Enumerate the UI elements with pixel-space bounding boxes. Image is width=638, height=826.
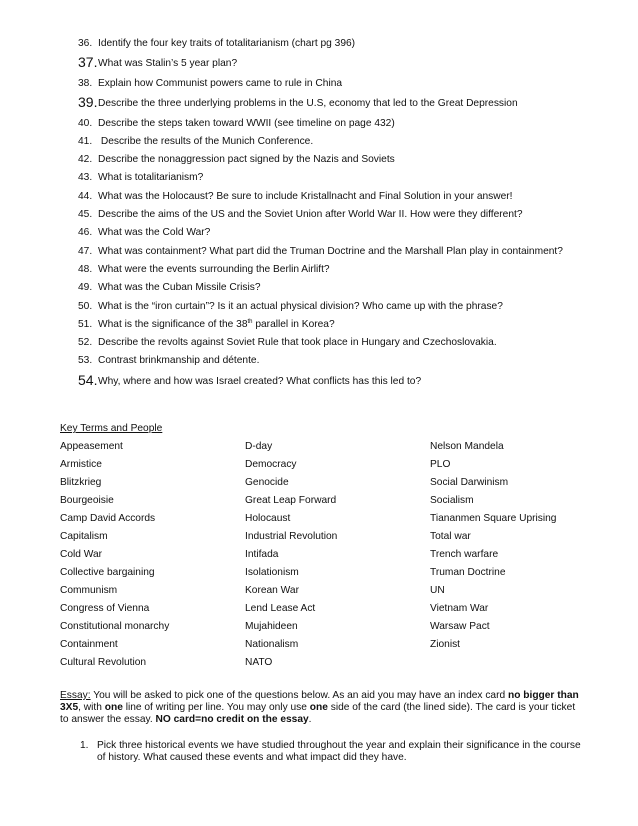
essay-bold-text: one	[309, 702, 328, 713]
key-term: Democracy	[245, 459, 297, 470]
question-text: Contrast brinkmanship and détente.	[98, 355, 260, 367]
key-term: Constitutional monarchy	[60, 621, 170, 632]
key-term: Vietnam War	[430, 603, 489, 614]
question-number: 42.	[78, 154, 93, 166]
question-item	[78, 246, 628, 258]
key-terms-column-1	[60, 441, 245, 675]
key-term: Lend Lease Act	[245, 603, 316, 614]
key-term: NATO	[245, 657, 273, 668]
question-number: 36.	[78, 38, 93, 49]
question-item	[78, 209, 628, 221]
key-term: Tiananmen Square Uprising	[430, 513, 557, 524]
key-term: Trench warfare	[430, 549, 499, 560]
key-term: Nelson Mandela	[430, 441, 504, 452]
key-term: Appeasement	[60, 441, 123, 452]
question-number: 51.	[78, 318, 93, 330]
question-number: 49.	[78, 282, 93, 294]
question-number: 39.	[78, 94, 98, 111]
essay-bold-text: no bigger than 3X5	[60, 690, 579, 713]
question-item	[78, 56, 628, 72]
key-term: Zionist	[430, 639, 461, 650]
key-term: Cold War	[60, 549, 103, 560]
question-text: Describe the revolts against Soviet Rule that took place in Hungary and Czechoslovakia.	[98, 337, 497, 349]
question-item	[78, 78, 628, 90]
question-number: 54.	[78, 371, 98, 388]
essay-bold-text: NO card=no credit on the essay	[155, 714, 309, 725]
superscript: th	[247, 318, 253, 325]
key-term: Social Darwinism	[430, 477, 509, 488]
key-term: Blitzkrieg	[60, 477, 102, 488]
key-term: Nationalism	[245, 639, 299, 650]
question-item	[78, 371, 628, 390]
question-text: What is the significance of the 38	[98, 318, 248, 330]
key-term: Total war	[430, 531, 471, 542]
essay-text: , with	[78, 702, 105, 713]
question-item	[78, 136, 628, 148]
key-term: UN	[430, 585, 445, 596]
question-text-continued: parallel in Korea?	[252, 318, 335, 330]
key-term: Intifada	[245, 549, 279, 560]
essay-question-text: Pick three historical events we have studied throughout the year and explain their significance in the course of history. What caused these events and what impact did they have.	[97, 740, 581, 763]
question-number: 47.	[78, 245, 93, 257]
question-item	[78, 38, 628, 50]
question-text: Why, where and how was Israel created? What conflicts has this led to?	[98, 375, 422, 387]
question-text: Describe the steps taken toward WWII (see timeline on page 432)	[98, 117, 395, 129]
question-number: 50.	[78, 300, 93, 312]
question-item	[78, 227, 628, 239]
question-number: 45.	[78, 209, 93, 221]
question-text: What was containment? What part did the Truman Doctrine and the Marshall Plan play in containment?	[98, 245, 563, 257]
question-item	[78, 154, 628, 166]
key-term: Industrial Revolution	[245, 531, 338, 542]
question-item	[78, 319, 628, 331]
question-number: 43.	[78, 172, 93, 184]
key-term: Warsaw Pact	[430, 621, 490, 632]
key-term: Armistice	[60, 459, 102, 470]
key-term: D-day	[245, 441, 273, 452]
key-term: Congress of Vienna	[60, 603, 150, 614]
essay-bold-text: one	[104, 702, 123, 713]
question-item	[78, 96, 628, 112]
key-term: Camp David Accords	[60, 513, 156, 524]
question-text: Describe the three underlying problems in the U.S, economy that led to the Great Depression	[98, 98, 518, 110]
question-number: 40.	[78, 117, 93, 129]
key-term: Korean War	[245, 585, 299, 596]
key-term: Great Leap Forward	[245, 495, 337, 506]
question-text: Describe the nonaggression pact signed by the Nazis and Soviets	[98, 154, 395, 166]
key-term: Isolationism	[245, 567, 299, 578]
question-number: 53.	[78, 355, 93, 367]
key-term: Capitalism	[60, 531, 108, 542]
essay-label: Essay:	[60, 690, 91, 701]
question-text: What was the Cold War?	[98, 227, 211, 239]
key-term: PLO	[430, 459, 451, 470]
key-term: Bourgeoisie	[60, 495, 114, 506]
question-number: 44.	[78, 190, 93, 202]
key-term: Genocide	[245, 477, 289, 488]
key-terms-heading: Key Terms and People	[60, 423, 163, 434]
key-term: Holocaust	[245, 513, 291, 524]
question-text: What is totalitarianism?	[98, 172, 204, 184]
question-list	[78, 38, 628, 395]
question-number: 46.	[78, 227, 93, 239]
key-term: Containment	[60, 639, 118, 650]
question-number: 48.	[78, 263, 93, 275]
essay-text: side of the card (the lined side). The card is your ticket to answer the essay.	[60, 702, 576, 725]
question-text: Identify the four key traits of totalitarianism (chart pg 396)	[98, 38, 356, 49]
question-text: What was the Holocaust? Be sure to include Kristallnacht and Final Solution in your answer!	[98, 190, 513, 202]
question-text: Describe the aims of the US and the Soviet Union after World War II. How were they different?	[98, 209, 523, 221]
key-terms-column-3	[430, 441, 615, 657]
question-text: What were the events surrounding the Berlin Airlift?	[98, 263, 330, 275]
question-item	[78, 301, 628, 313]
key-term: Communism	[60, 585, 118, 596]
essay-text: You will be asked to pick one of the questions below. As an aid you may have an index card	[90, 690, 508, 701]
essay-text: line of writing per line. You may only use	[122, 702, 310, 713]
key-term: Cultural Revolution	[60, 657, 147, 668]
question-text: Explain how Communist powers came to rule in China	[98, 77, 343, 89]
question-item	[78, 264, 628, 276]
question-number: 38.	[78, 77, 93, 89]
key-term: Truman Doctrine	[430, 567, 506, 578]
key-term: Collective bargaining	[60, 567, 155, 578]
question-number: 52.	[78, 337, 93, 349]
question-item	[78, 337, 628, 349]
key-terms-column-2	[245, 441, 430, 675]
essay-text: .	[308, 714, 312, 725]
question-text: What is the “iron curtain”? Is it an actual physical division? Who came up with the phrase?	[98, 300, 503, 312]
question-item	[78, 191, 628, 203]
key-term: Mujahideen	[245, 621, 298, 632]
essay-instructions	[60, 690, 580, 726]
question-number: 41.	[78, 135, 93, 147]
question-text: What was the Cuban Missile Crisis?	[98, 282, 261, 294]
essay-question-number: 1.	[80, 740, 89, 751]
question-item	[78, 118, 628, 130]
question-number: 37.	[78, 54, 98, 71]
question-item	[78, 282, 628, 294]
question-item	[78, 355, 628, 367]
question-item	[78, 172, 628, 184]
question-text: What was Stalin’s 5 year plan?	[98, 58, 238, 70]
key-term: Socialism	[430, 495, 474, 506]
question-text: Describe the results of the Munich Conference.	[98, 135, 314, 147]
